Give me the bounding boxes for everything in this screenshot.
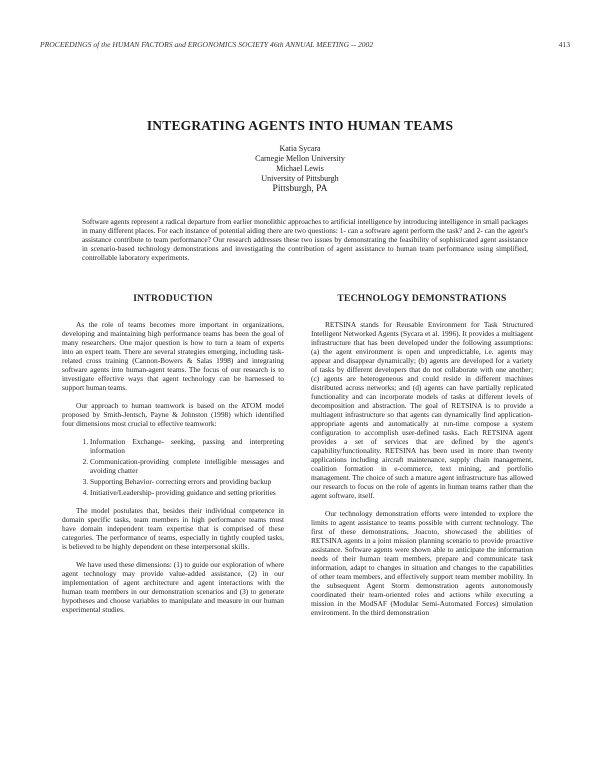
list-item: 3. Supporting Behavior- correcting errors and providing backup	[90, 477, 284, 486]
author-name: Katia Sycara	[279, 144, 321, 153]
running-title: PROCEEDINGS of the HUMAN FACTORS and ERGONOMICS SOCIETY 46th ANNUAL MEETING -- 2002	[40, 40, 374, 49]
author-location: Pittsburgh, PA	[272, 184, 328, 194]
section-heading-introduction: INTRODUCTION	[133, 294, 213, 304]
paper-title: INTEGRATING AGENTS INTO HUMAN TEAMS	[146, 118, 454, 133]
author-block	[0, 144, 600, 194]
dimensions-list	[62, 437, 284, 497]
list-item: 1. Information Exchange- seeking, passing and interpreting information	[90, 437, 284, 455]
author-affiliation: University of Pittsburgh	[261, 174, 339, 183]
paragraph: As the role of teams becomes more important in organizations, developing and maintaining high performance teams has been the goal of many researchers. One major question is how to turn a team of experts into an expert team. There are several strategies emerging, including task-related cross training (Cannon-Bowers & Salas 1998) and integrating software agents into human-agent teams. The focus of our research is to investigate effective ways that agent technology can be harnessed to support human teams.	[62, 320, 284, 392]
page-number: 413	[558, 40, 570, 49]
author-affiliation: Carnegie Mellon University	[255, 154, 345, 163]
right-column	[311, 295, 533, 626]
left-column	[62, 295, 284, 623]
section-heading-technology: TECHNOLOGY DEMONSTRATIONS	[337, 294, 507, 304]
paragraph: Our technology demonstration efforts were intended to explore the limits to agent assistance to teams possible with current technology. The first of these demonstrations, Joacoto, showcased the abilities of RETSINA agents in a joint mission planning scenario to provide proactive assistance. Software agents were shown able to anticipate the information needs of their human team members, prepare and communicate task information, adapt to changes in situation and changes to the capabilities of other team members, and effectively support team member mobility. In the subsequent Agent Storm demonstration agents autonomously coordinated their team-oriented roles and actions while executing a mission in the ModSAF (Modular Semi-Automated Forces) simulation environment. In the third demonstration	[311, 509, 533, 617]
paragraph: We have used these dimensions: (1) to guide our exploration of where agent technology may provide value-added assistance, (2) in our implementation of agent architecture and agent interactions with the human team members in our demonstration scenarios and (3) to generate hypotheses and choose variables to manipulate and measure in our human experimental studies.	[62, 560, 284, 614]
list-item: 2. Communication-providing complete intelligible messages and avoiding chatter	[90, 457, 284, 475]
author-name: Michael Lewis	[276, 164, 324, 173]
paragraph: RETSINA stands for Reusable Environment for Task Structured Intelligent Networked Agents (Sycara et al. 1996). It provides a multiagent infrastructure that has been developed under the following assumptions: (a) the agent environment is open and unpredictable, i.e. agents may appear and disappear dynamically; (b) agents are developed for a variety of tasks by different developers that do not collaborate with one another; (c) agents are heterogeneous and could reside in different machines distributed across networks; and (d) agents can have partially replicated functionality and can incorporate models of tasks at different levels of decomposition and abstraction. The goal of RETSINA is to provide a multiagent infrastructure so that agents can dynamically find application-appropriate agents and automatically at run-time compose a system configuration to accomplish user-defined tasks. Each RETSINA agent provides a set of services that are defined by the agent's capability/functionality. RETSINA has been used in more than twenty applications including aircraft maintenance, supply chain management, coalition formation in e-commerce, text mining, and portfolio management. The choice of such a mature agent infrastructure has allowed our research to focus on the role of agents in human teams rather than the agent software, itself.	[311, 320, 533, 500]
running-header	[40, 40, 570, 49]
paragraph: The model postulates that, besides their individual competence in domain specific tasks, team members in high performance teams must have domain independent team expertise that is comprised of these categories. The performance of teams, especially in tightly coupled tasks, is believed to be highly dependent on these interpersonal skills.	[62, 506, 284, 551]
paragraph: Our approach to human teamwork is based on the ATOM model proposed by Smith-Jentsch, Payne & Johnston (1998) which identified four dimensions most crucial to effective teamwork:	[62, 401, 284, 428]
list-item: 4. Initiative/Leadership- providing guidance and setting priorities	[90, 488, 284, 497]
abstract: Software agents represent a radical departure from earlier monolithic approaches to artificial intelligence by introducing intelligence in small packages in many different places. For each instance of potential aiding there are two questions: 1- can a software agent perform the task? and 2- can the agent's assistance contribute to team performance? Our research addresses these two issues by demonstrating the feasibility of sophisticated agent assistance in scenario-based technology demonstrations and investigating the contribution of agent assistance to human team performance using simplified, controllable laboratory experiments.	[82, 217, 528, 262]
